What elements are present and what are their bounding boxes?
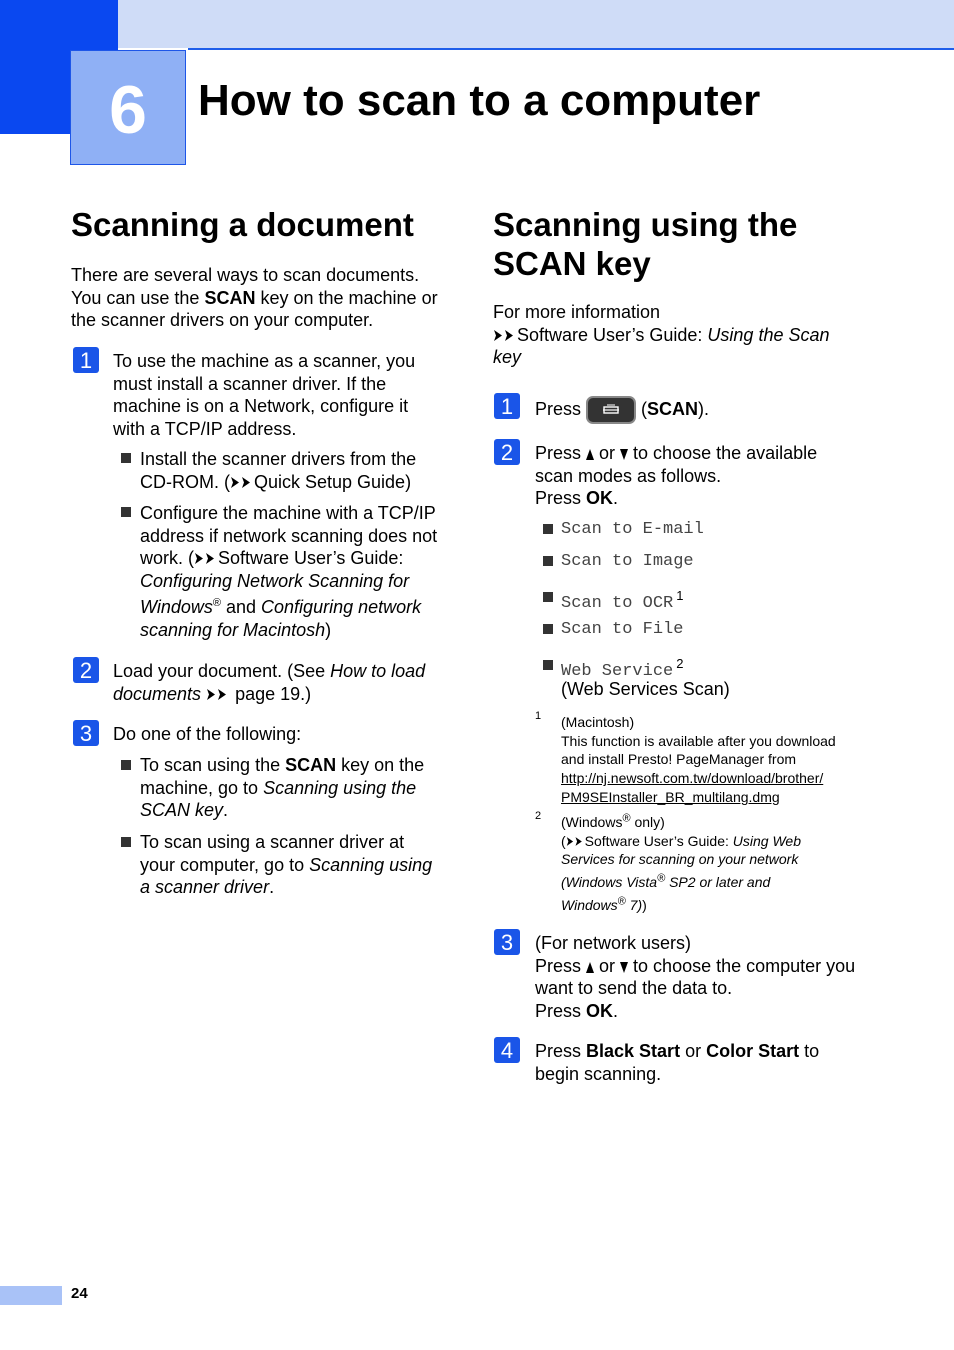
xref-text: documents — [113, 683, 202, 704]
down-arrow-icon — [620, 962, 628, 973]
xref-text: Services for scanning on your network — [561, 851, 799, 868]
page-number-bar — [0, 1286, 62, 1305]
bullet-scan-key — [140, 754, 424, 822]
xref-text: scanning for Macintosh — [140, 619, 326, 640]
intro-text: key on the machine or — [255, 287, 438, 308]
footnote-text: ) — [642, 896, 647, 913]
section-heading-scanning-document: Scanning a document — [71, 206, 414, 243]
step-line: want to send the data to. — [535, 978, 733, 998]
mode-scan-to-file: Scan to File — [561, 620, 684, 639]
bullet-configure-tcpip — [140, 502, 437, 641]
bullet-line: Configure the machine with a TCP/IP — [140, 503, 436, 523]
footnote-2 — [561, 813, 801, 915]
footnote-line: This function is available after you download — [561, 732, 836, 749]
info-line: For more information — [493, 302, 661, 322]
registered-mark: ® — [657, 872, 666, 885]
registered-mark: ® — [617, 895, 626, 908]
bullet-line: Install the scanner drivers from the — [140, 449, 417, 469]
step-text: Press — [535, 955, 582, 976]
up-arrow-icon — [586, 449, 594, 460]
xref-text: Scanning using — [309, 854, 433, 875]
heading-line: Scanning using the — [493, 206, 798, 243]
footnote-text: Software User’s Guide: — [584, 832, 733, 849]
bullet-icon — [543, 524, 553, 534]
step-text: Press — [535, 488, 587, 508]
info-text: Software User’s Guide: — [517, 324, 708, 345]
bullet-key: SCAN — [285, 755, 337, 775]
step-text: page 19.) — [230, 683, 312, 704]
step-number-2: 2 — [494, 439, 520, 465]
xref-text: Configuring Network Scanning for — [140, 570, 410, 591]
step-number-3: 3 — [73, 720, 99, 746]
footnote-text: (Windows — [561, 814, 623, 830]
footnote-line: and install Presto! PageManager from — [561, 751, 797, 768]
up-arrow-icon — [586, 962, 594, 973]
color-start-label: Color Start — [706, 1041, 800, 1061]
registered-mark: ® — [622, 812, 631, 825]
intro-line: the scanner drivers on your computer. — [71, 310, 374, 330]
bullet-icon — [543, 556, 553, 566]
header-rule — [188, 48, 954, 50]
bullet-icon — [121, 507, 131, 517]
bullet-icon — [543, 592, 553, 602]
section-heading-scan-key — [493, 206, 797, 282]
bullet-icon — [121, 837, 131, 847]
mode-scan-to-image: Scan to Image — [561, 552, 694, 571]
xref-text: Windows — [140, 597, 213, 617]
step-number-2: 2 — [73, 657, 99, 683]
step-line: scan modes as follows. — [535, 465, 722, 486]
bullet-text: ) — [325, 619, 332, 640]
step-line: To use the machine as a scanner, you — [113, 351, 416, 371]
step-text: ). — [698, 399, 710, 419]
double-arrow-icon — [566, 836, 585, 847]
step-begin-scanning — [535, 1040, 819, 1085]
page-number: 24 — [71, 1285, 88, 1302]
step-1-text — [113, 350, 415, 440]
xref-text: a scanner driver — [140, 877, 270, 897]
mode-scan-to-ocr — [561, 588, 683, 613]
header-band — [0, 0, 954, 48]
registered-mark: ® — [212, 597, 221, 609]
ok-key-label: OK — [586, 1000, 614, 1021]
intro-text: You can use the — [71, 287, 205, 308]
step-choose-computer — [535, 932, 855, 1022]
xref-text: 7) — [625, 896, 643, 913]
bullet-text: CD-ROM. ( — [140, 471, 230, 492]
footnote-mark-1: 1 — [535, 710, 542, 722]
step-choose-mode — [535, 442, 817, 510]
step-text: ( — [636, 399, 648, 419]
step-text: Press — [535, 399, 582, 419]
step-text: Press — [535, 443, 582, 463]
bullet-line: address if network scanning does not — [140, 525, 438, 546]
intro-paragraph — [71, 264, 451, 332]
bullet-text: work. ( — [140, 548, 194, 568]
xref-text: SCAN key — [140, 800, 224, 820]
step-text: or — [680, 1041, 707, 1061]
bullet-line: To scan using a scanner driver at — [140, 832, 405, 852]
down-arrow-icon — [620, 449, 628, 460]
bullet-text: and — [220, 597, 262, 617]
mode-scan-to-email: Scan to E-mail — [561, 520, 704, 539]
xref-text: Scanning using the — [263, 777, 417, 798]
double-arrow-icon — [194, 552, 218, 565]
step-text: to — [799, 1041, 820, 1061]
footnote-mark-2: 2 — [535, 810, 542, 822]
bullet-text: . — [223, 800, 229, 820]
web-services-note: (Web Services Scan) — [561, 679, 730, 699]
xref-text: Windows — [561, 896, 618, 913]
step-text: Press — [535, 1041, 587, 1061]
mode-label: Scan to OCR — [561, 594, 674, 613]
bullet-install-drivers — [140, 448, 416, 493]
step-text: . — [613, 488, 619, 508]
step-text: Load your document. (See — [113, 661, 331, 681]
bullet-text: key on the — [336, 755, 425, 775]
chapter-number: 6 — [70, 50, 186, 165]
bullet-text: Software User’s Guide: — [218, 548, 404, 568]
step-text: or — [594, 955, 621, 976]
step-line: (For network users) — [535, 933, 692, 953]
xref-text: How to load — [330, 661, 426, 681]
step-text: to choose the available — [628, 443, 818, 463]
xref-text: (Windows Vista — [561, 874, 658, 891]
step-press-scan — [535, 396, 709, 424]
more-info-paragraph — [493, 301, 830, 369]
heading-line: SCAN key — [493, 245, 651, 282]
footnote-ref: 2 — [676, 656, 684, 671]
bullet-text: Quick Setup Guide) — [253, 471, 412, 492]
ok-key-label: OK — [586, 488, 614, 508]
download-link[interactable]: PM9SEInstaller_BR_multilang.dmg — [561, 788, 780, 805]
footnote-text: only) — [630, 814, 665, 830]
step-number-1: 1 — [494, 393, 520, 419]
bullet-icon — [121, 453, 131, 463]
black-start-label: Black Start — [586, 1041, 681, 1061]
bullet-icon — [543, 624, 553, 634]
step-line: with a TCP/IP address. — [113, 418, 297, 439]
mode-label: Web Service — [561, 662, 674, 681]
download-link[interactable]: http://nj.newsoft.com.tw/download/brother/ — [561, 770, 824, 787]
step-text: to choose the computer you — [628, 955, 856, 976]
intro-key: SCAN — [204, 287, 256, 308]
step-line: machine is on a Network, configure it — [113, 396, 409, 416]
scan-key-icon — [586, 396, 636, 424]
footnote-1 — [561, 713, 836, 807]
xref-text: Using Web — [732, 832, 801, 849]
step-2-text — [113, 660, 425, 705]
double-arrow-icon — [493, 329, 517, 342]
footnote-ref: 1 — [676, 588, 684, 603]
double-arrow-icon — [230, 476, 254, 489]
bullet-text: your computer, go to — [140, 854, 310, 875]
intro-line: There are several ways to scan documents. — [71, 265, 420, 285]
bullet-icon — [121, 760, 131, 770]
step-3-text: Do one of the following: — [113, 724, 302, 744]
footnote-text: ( — [561, 832, 566, 849]
double-arrow-icon — [206, 688, 230, 701]
step-text: Press — [535, 1000, 587, 1021]
xref-text: SP2 or later and — [665, 874, 771, 891]
xref-text: key — [493, 347, 522, 367]
footnote-line: (Macintosh) — [561, 714, 635, 730]
step-text: or — [594, 443, 621, 463]
bullet-text: . — [269, 877, 275, 897]
bullet-text: To scan using the — [140, 755, 286, 775]
step-line: must install a scanner driver. If the — [113, 373, 387, 394]
chapter-title: How to scan to a computer — [198, 76, 761, 125]
bullet-text: machine, go to — [140, 777, 264, 798]
step-number-3: 3 — [494, 929, 520, 955]
bullet-scanner-driver — [140, 831, 432, 899]
bullet-icon — [543, 660, 553, 670]
xref-text: Configuring network — [261, 597, 422, 617]
step-number-1: 1 — [73, 347, 99, 373]
xref-text: Using the Scan — [707, 324, 830, 345]
step-number-4: 4 — [494, 1037, 520, 1063]
step-text: . — [613, 1000, 619, 1021]
step-line: begin scanning. — [535, 1063, 662, 1084]
scan-key-label: SCAN — [647, 399, 699, 419]
